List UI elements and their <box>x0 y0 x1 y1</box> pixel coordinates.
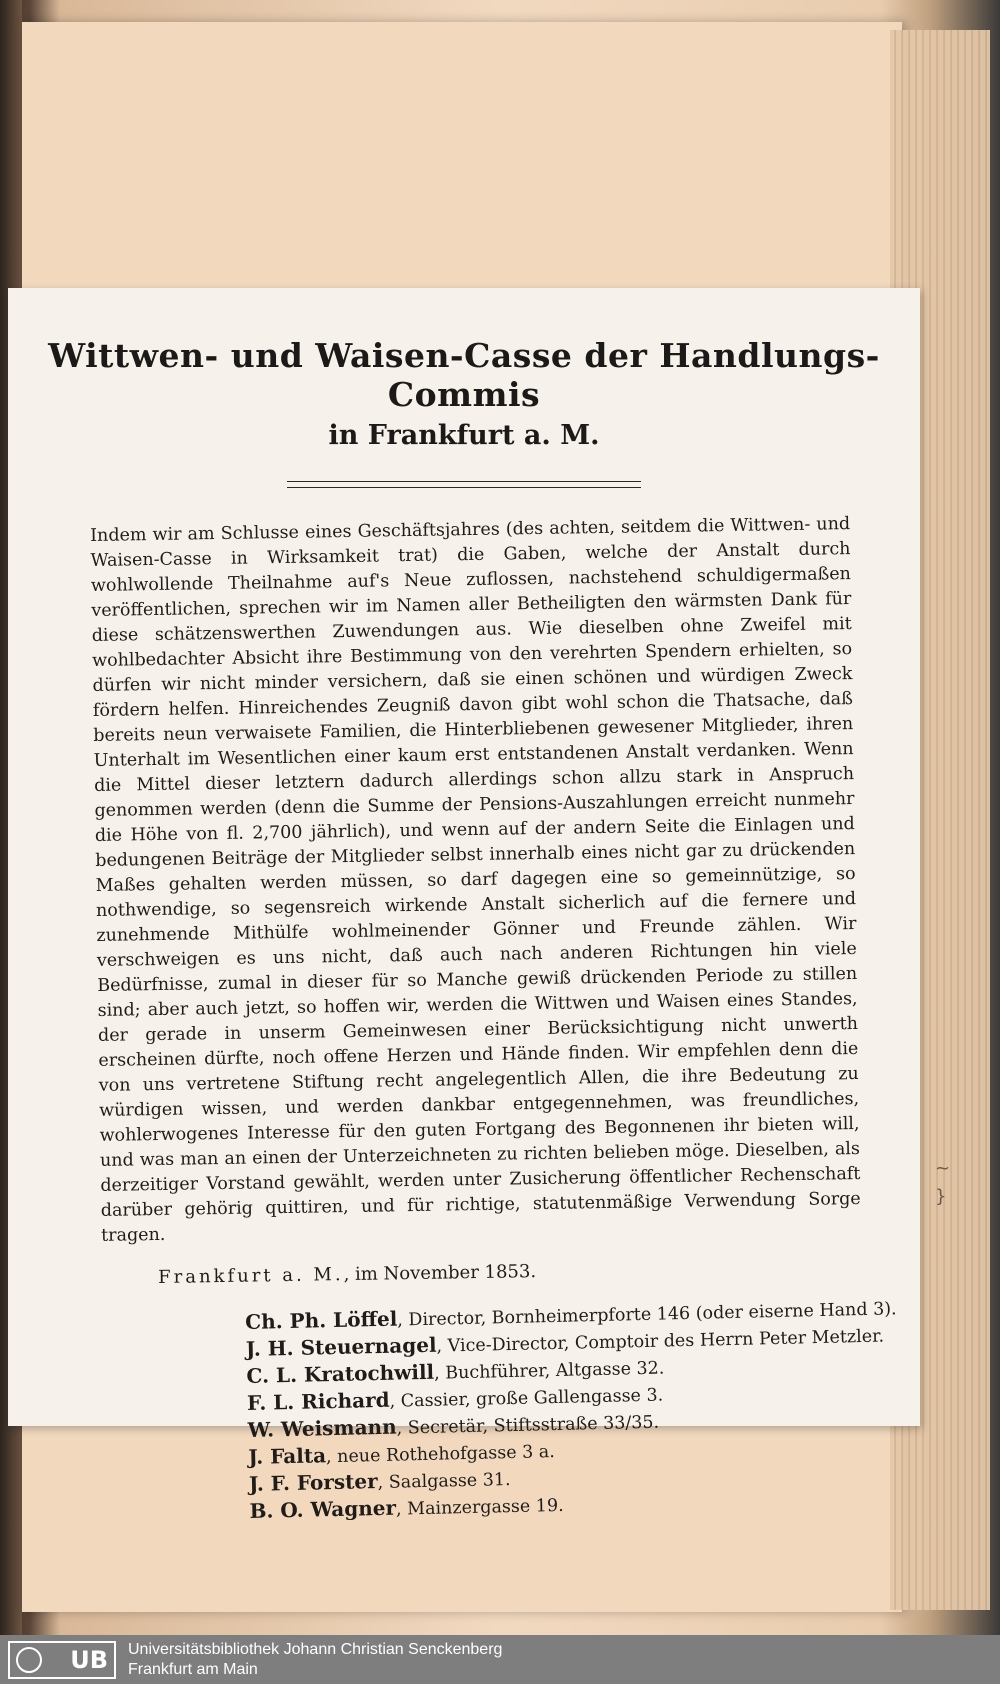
signatory-detail: , Director, Bornheimerpforte 146 (oder eiserne Hand 3). <box>397 1299 897 1331</box>
document-subtitle: in Frankfurt a. M. <box>328 420 600 451</box>
signatory-detail: , neue Rothehofgasse 3 a. <box>325 1442 556 1468</box>
library-name-line1: Universitätsbibliothek Johann Christian Senckenberg <box>128 1640 503 1658</box>
ub-logo-box <box>8 1641 116 1679</box>
document-body: Indem wir am Schlusse eines Geschäftsjahres (des achten, seitdem die Wittwen- und Waisen-Casse in Wirksamkeit trat) die Gaben, welche der Anstalt durch wohlwollende Theilnahme auf's Neue zuflossen, nachstehend schuldigermaßen veröffentlichen, sprechen wir im Namen aller Betheiligten den wärmsten Dank für diese schätzenswerthen Zuwendungen aus. Wie dieselben ohne Zweifel mit wohlbedachter Absicht ihre Bestimmung von den verehrten Spendern erhielten, so dürfen wir nicht minder versichern, daß sie einen schönen und würdigen Zweck fördern helfen. Hinreichendes Zeugniß davon gibt wohl schon die Thatsache, daß bereits neun verwaisete Familien, die Hinterbliebenen gewesener Mitglieder, ihren Unterhalt im Wesentlichen einer kaum erst entstandenen Anstalt verdanken. Wenn die Mittel dieser letztern dadurch allerdings schon allzu stark in Anspruch genommen werden (denn die Summe der Pensions-Auszahlungen erreicht nunmehr die Höhe von fl. 2,700 jährlich), und wenn auf der andern Seite die Einlagen und bedungenen Beiträge der Mitglieder selbst innerhalb eines nicht gar zu drückenden Maßes gehalten werden müssen, so darf dagegen eine so gemeinnützige, so nothwendige, so segensreich wirkende Anstalt sicherlich auf die fernere und zunehmende Mithülfe wohlmeinender Gönner und Freunde zählen. Wir verschweigen es uns nicht, daß auch nach anderen Richtungen hin viele Bedürfnisse, zumal in dieser für so Manche gewiß drückenden Periode zu stillen sind; aber auch jetzt, so hoffen wir, werden die Wittwen und Waisen eines Standes, der gerade in unserm Gemeinwesen einer Berücksichtigung nicht unwerth erscheinen dürfte, noch offene Herzen und Hände finden. Wir empfehlen denn die von uns vertretene Stiftung recht angelegentlich Allen, die ihre Bedeutung zu würdigen wissen, und werden dankbar entgegennehmen, was freundliches, wohlerwogenes Interesse für den guten Fortgang des Begonnenen ihr bieten will, und was man an einen der Unterzeichneten zu richten belieben möge. Dieselben, als derzeitiger Vorstand gewählt, werden unter Zusicherung öffentlicher Rechenschaft darüber gehörig quittiren, und für richtige, statutenmäßige Verwendung Sorge tragen. <box>90 514 861 1246</box>
signatory-detail: , Buchführer, Altgasse 32. <box>433 1358 665 1384</box>
signatory-name: C. L. Kratochwill <box>246 1359 435 1388</box>
signatory-name: J. H. Steuernagel <box>245 1332 437 1361</box>
signatory-detail: , Secretär, Stiftsstraße 33/35. <box>396 1412 660 1439</box>
pasted-document-leaf <box>8 288 920 1523</box>
signatory-detail: , Saalgasse 31. <box>377 1470 511 1494</box>
margin-pencil-notes <box>935 1155 985 1245</box>
signatory-name: J. Falta <box>248 1443 327 1469</box>
library-footer <box>0 1635 1000 1684</box>
signatory-detail: , Vice-Director, Comptoir des Herrn Peter Metzler. <box>436 1326 885 1357</box>
signatory-name: W. Weismann <box>247 1414 397 1442</box>
date-line <box>158 1255 920 1288</box>
signatory-name: B. O. Wagner <box>249 1495 397 1523</box>
ub-logo[interactable] <box>8 1641 118 1679</box>
date-place: Frankfurt a. M. <box>158 1264 344 1288</box>
ub-logo-text: UB <box>70 1645 108 1674</box>
signatory-detail: , Mainzergasse 19. <box>395 1495 564 1520</box>
signatory-list <box>245 1295 925 1526</box>
document-title: Wittwen- und Waisen-Casse der Handlungs-Commis <box>48 336 880 414</box>
signatory-name: F. L. Richard <box>246 1387 390 1415</box>
pencil-mark: ~ <box>935 1158 951 1179</box>
library-name-line2: Frankfurt am Main <box>128 1660 258 1678</box>
signatory-name: Ch. Ph. Löffel <box>245 1306 398 1334</box>
title-divider <box>287 481 641 488</box>
pencil-mark: } <box>935 1186 947 1207</box>
signatory-detail: , Cassier, große Gallengasse 3. <box>389 1385 664 1412</box>
portrait-icon <box>16 1647 42 1673</box>
library-name <box>128 1640 502 1680</box>
signatory-name: J. F. Forster <box>248 1469 378 1496</box>
date-text: , im November 1853. <box>343 1261 537 1286</box>
